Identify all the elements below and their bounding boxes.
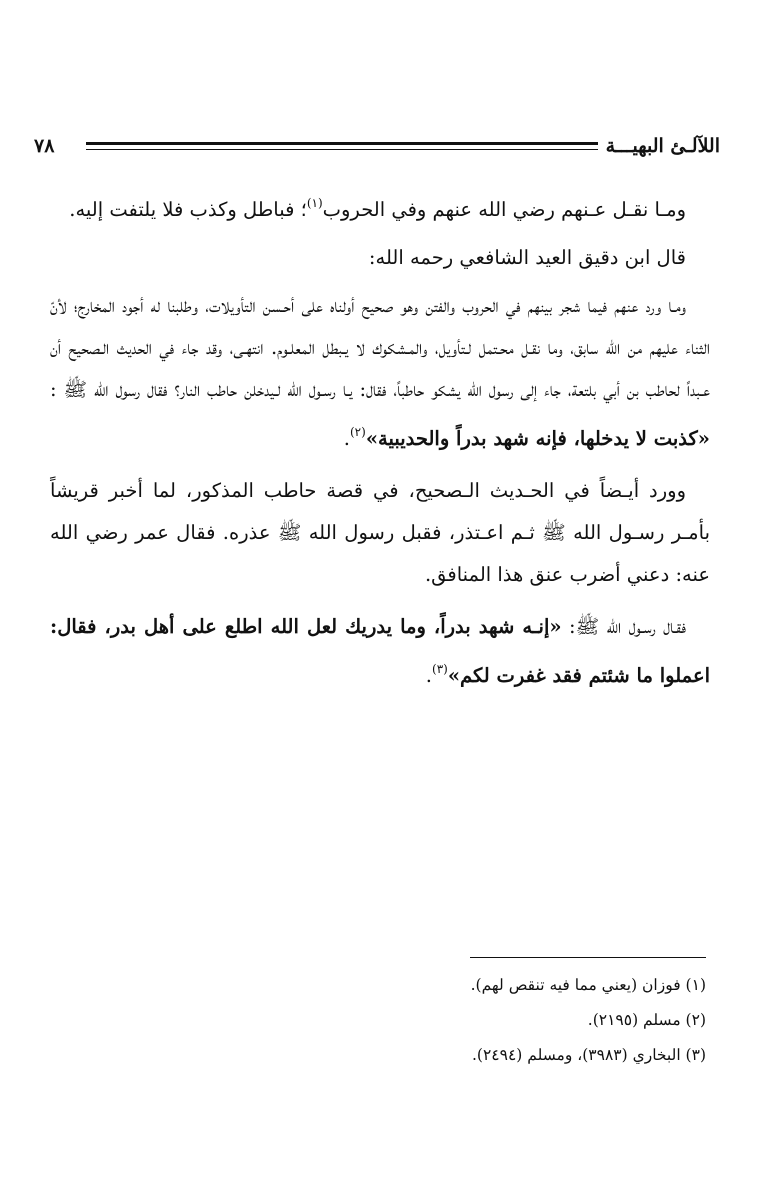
paragraph-5: [50, 606, 710, 697]
paragraph-3: [50, 285, 710, 460]
footnote-separator: [470, 957, 706, 958]
footnote-1: (١) فوزان (يعني مما فيه تنقص لهم).: [470, 976, 706, 994]
paragraph-1-text-a: ومـا نقـل عـنهم رضي الله عنهم وفي الحروب: [322, 198, 686, 221]
paragraph-3-text: ومـا ورد عنهم فيما شجر بينهم في الحروب والفتن وهو صحيح أولناه على أحـسن التأويلات، وطلبنا له أجود المخارج؛ لأنّ الثناء عليهم من الله سابق، وما نقـل محـتمل لـتأويل، والمـشكوك لا يـبطل المعلـوم. انتهـى، وقد جاء في الحديث الـصحيح أن عـبداً لحاطب بن أبي بلتعة، جاء إلى رسول الله يشكو حاطباً، فقال: يـا رسـول الله لـيدخلن حاطب النار؟ فقال رسول الله ﷺ :: [50, 294, 710, 401]
footnote-3: (٣) البخاري (٣٩٨٣)، ومسلم (٢٤٩٤).: [471, 1046, 706, 1064]
paragraph-1-text-b: ؛ فباطل وكذب فلا يلتفت إليه.: [69, 198, 307, 221]
page-number: ٧٨: [34, 135, 55, 157]
footnotes: [50, 968, 706, 1073]
footnote-2: (٢) مسلم (٢١٩٥).: [587, 1011, 706, 1029]
page-header: [34, 126, 720, 166]
hadith-quote-1: «كذبت لا يدخلها، فإنه شهد بدراً والحديبية»: [365, 427, 710, 450]
hadith-quote-2: «إنـه شهد بدراً، وما يدريك لعل الله اطلع على أهل بدر، فقال: اعملوا ما شئتم فقد غفرت لكم»: [50, 615, 710, 687]
footnote-ref-2: (٢): [349, 425, 366, 439]
paragraph-3-end: .: [343, 427, 350, 450]
paragraph-2: قال ابن دقيق العيد الشافعي رحمه الله:: [368, 246, 686, 269]
paragraph-5-lead: فقـال رسـول الله ﷺ:: [569, 615, 687, 638]
footnote-ref-1: (١): [306, 196, 323, 210]
header-rule: [86, 142, 598, 150]
footnote-ref-3: (٣): [432, 662, 448, 676]
running-title: اللآلـئ البهيـــة: [605, 135, 720, 157]
paragraph-1: [50, 182, 710, 231]
main-text: [50, 182, 710, 707]
paragraph-4: وورد أيـضاً في الحـديث الـصحيح، في قصة حاطب المذكور، لما أخبر قريشاً بأمـر رسـول الله ﷺ ثـم اعـتذر، فقبل رسول الله ﷺ عذره. فقال عمر رضي الله عنه: دعني أضرب عنق هذا المنافق.: [50, 479, 710, 586]
paragraph-5-end: .: [425, 664, 432, 687]
